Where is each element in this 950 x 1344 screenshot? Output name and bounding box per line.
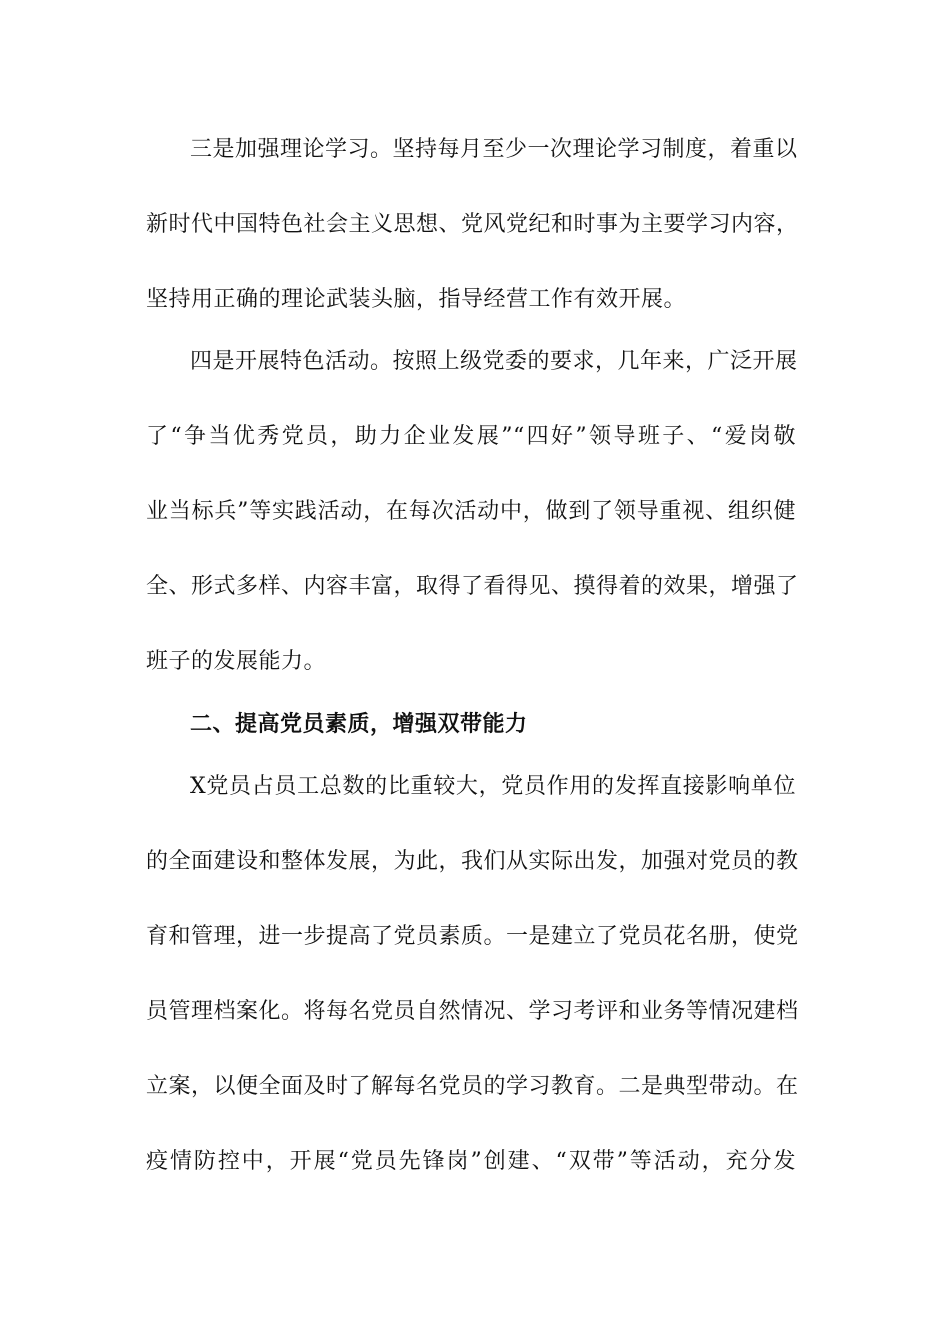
paragraph-2-line-1: 四是开展特色活动。按照上级党委的要求，几年来，广泛开展 (190, 349, 798, 374)
paragraph-3-line-1: X党员占员工总数的比重较大，党员作用的发挥直接影响单位 (190, 774, 796, 799)
paragraph-1-line-3: 坚持用正确的理论武装头脑，指导经营工作有效开展。 (146, 287, 687, 312)
paragraph-1-line-2: 新时代中国特色社会主义思想、党风党纪和时事为主要学习内容， (146, 212, 799, 237)
paragraph-2-line-2: 了“争当优秀党员，助力企业发展”“四好”领导班子、“爱岗敬 (146, 424, 796, 449)
paragraph-2-line-4: 全、形式多样、内容丰富，取得了看得见、摸得着的效果，增强了 (146, 574, 799, 599)
paragraph-2-line-3: 业当标兵”等实践活动，在每次活动中，做到了领导重视、组织健 (146, 499, 796, 524)
paragraph-3-line-6: 疫情防控中，开展“党员先锋岗”创建、“双带”等活动，充分发 (146, 1149, 796, 1174)
paragraph-3-line-2: 的全面建设和整体发展，为此，我们从实际出发，加强对党员的教 (146, 849, 799, 874)
section-heading: 二、提高党员素质，增强双带能力 (190, 712, 528, 737)
paragraph-3-line-4: 员管理档案化。将每名党员自然情况、学习考评和业务等情况建档 (146, 999, 799, 1024)
paragraph-3-line-5: 立案，以便全面及时了解每名党员的学习教育。二是典型带动。在 (146, 1074, 799, 1099)
paragraph-3-line-3: 育和管理，进一步提高了党员素质。一是建立了党员花名册，使党 (146, 924, 799, 949)
paragraph-1-line-1: 三是加强理论学习。坚持每月至少一次理论学习制度，着重以 (190, 137, 798, 162)
paragraph-2-line-5: 班子的发展能力。 (146, 649, 327, 674)
